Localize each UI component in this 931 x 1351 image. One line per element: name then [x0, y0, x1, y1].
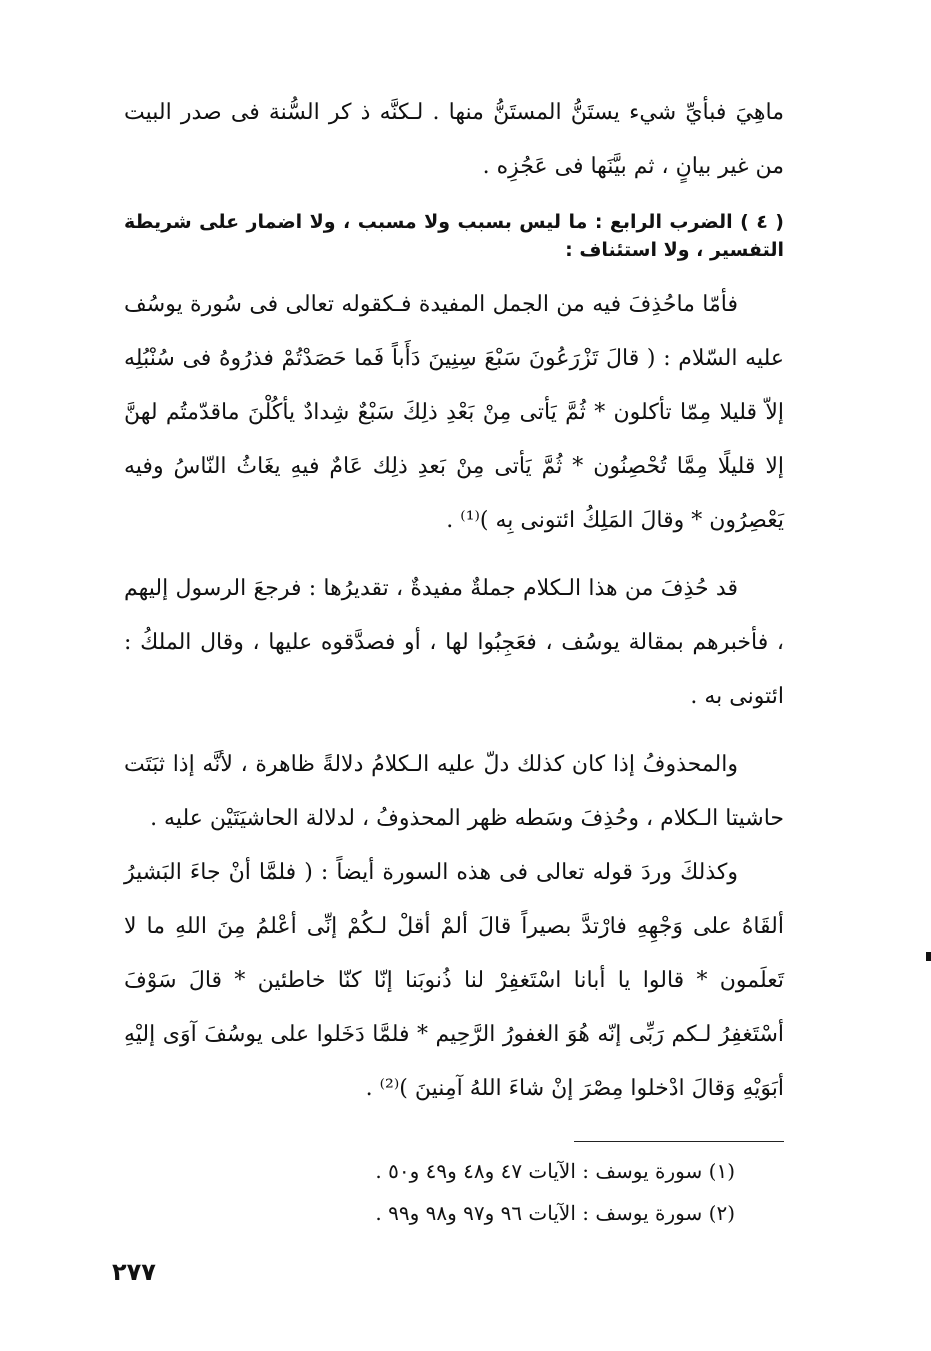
section-heading: ( ٤ ) الضرب الرابع : ما ليس بسبب ولا مسبب ، ولا اضمار على شريطة التفسير ، ولا استئناف : — [124, 211, 784, 261]
footnotes — [200, 1150, 735, 1234]
paragraph-omitted-rule: والمحذوفُ إذا كان كذلك دلّ عليه الـكلامُ دلالةً ظاهرة ، لأنَّه إذا ثبَتَت حاشيتا الـكلام ، وحُذِفَ وسَطه ظهر المحذوفُ ، لدلالة الحاشيَتَيْن عليه . — [124, 752, 784, 831]
footnote-divider — [574, 1141, 784, 1142]
paragraph-continuation: ماهِيَ فبأيِّ شيء يستَنُّ المستَنُّ منها . لـكنَّه ذ كر السُّنة فى صدر البيت من غير بيانٍ ، ثم بيَّنَها فى عَجُزِه . — [124, 100, 784, 179]
main-text — [124, 86, 784, 1116]
paragraph-omission-explanation: قد حُذِفَ من هذا الـكلام جملةٌ مفيدةٌ ، تقديرُها : فرجعَ الرسول إليهم ، فأخبرهم بمقالة يوسُف ، فعَجِبُوا لها ، أو فصدَّقوه عليها ، وقال الملكُ : ائتونى به . — [124, 576, 784, 709]
paragraph-quran-quote-2: وكذلكَ وردَ قوله تعالى فى هذه السورة أيضاً : ( فلمَّا أنْ جاءَ البَشيرُ ألقَاهُ على وَجْهِهِ فارْتدَّ بصيراً قالَ ألمْ أقلْ لـكُمْ إنِّى أعْلمُ مِنَ اللهِ ما لا تَعلَمون * قالوا يا أبانا اسْتَغفِرْ لنا ذُنوبَنا إنّا كنّا خاطئين * قالَ سَوْفَ أسْتَغفِرُ لـكم رَبِّى إنّه هُوَ الغفورُ الرَّحِيم * فلمَّا دَخَلوا على يوسُفَ آوَى إليْهِ أبَوَيْهِ وَقالَ ادْخلوا مِصْرَ إنْ شاءَ اللهُ آمِنينَ )⁽²⁾ . — [124, 860, 784, 1101]
page-number: ٢٧٧ — [112, 1258, 156, 1286]
footnote-1: (١) سورة يوسف : الآيات ٤٧ و٤٨ و٤٩ و٥٠ . — [375, 1159, 735, 1183]
paragraph-quran-quote-1: فأمّا ماحُذِفَ فيه من الجمل المفيدة فـكقوله تعالى فى سُورة يوسُف عليه السّلام : ( قالَ تَزْرَعُونَ سَبْعَ سِنِينَ دَأَباً فَما حَصَدْتُمْ فذرُوهُ فى سُنْبُلِه إلاّ قليلا مِمّا تأكلون * ثُمَّ يَأتى مِنْ بَعْدِ ذلِكَ سَبْعٌ شِدادٌ يأكُلْنَ ماقدّمتُم لهنَّ إلا قليلًا مِمَّا تُحْصِنُون * ثُمَّ يَأتى مِنْ بَعدِ ذلِك عَامٌ فيهِ يغَاثُ النّاسُ وفيه يَعْصِرُون * وقالَ المَلِكُ ائتونى بِه )⁽¹⁾ . — [124, 292, 784, 533]
margin-mark — [926, 952, 931, 961]
footnote-2: (٢) سورة يوسف : الآيات ٩٦ و٩٧ و٩٨ و٩٩ . — [375, 1201, 735, 1225]
